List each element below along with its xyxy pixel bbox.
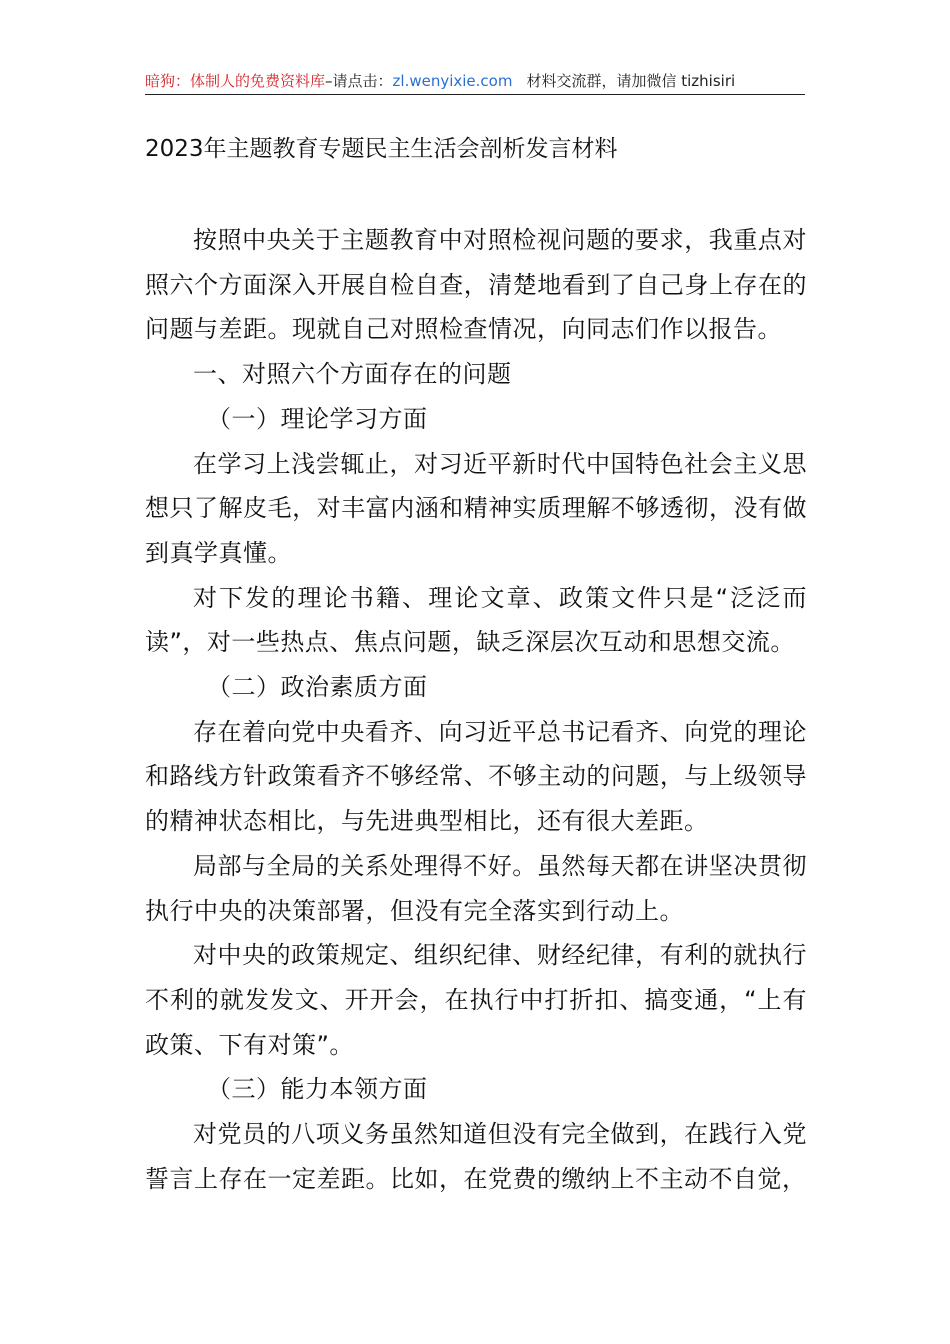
paragraph: 对党员的八项义务虽然知道但没有完全做到，在践行入党誓言上存在一定差距。比如，在党费的缴纳上不主动不自觉， (145, 1120, 807, 1193)
header-prompt: –请点击： (325, 72, 393, 90)
paragraph: 存在着向党中央看齐、向习近平总书记看齐、向党的理论和路线方针政策看齐不够经常、不够主动的问题，与上级领导的精神状态相比，与先进典型相比，还有很大差距。 (145, 717, 807, 836)
header-group-note: 材料交流群，请加微信 tizhisiri (526, 72, 736, 90)
paragraph: 对下发的理论书籍、理论文章、政策文件只是“泛泛而读”，对一些热点、焦点问题，缺乏深层次互动和思想交流。 (145, 583, 807, 657)
subsection-heading-ability: （三）能力本领方面 (207, 1075, 428, 1104)
subsection-heading-politics: （二）政治素质方面 (207, 673, 428, 702)
header-link[interactable]: zl.wenyixie.com (392, 72, 513, 90)
header-brand: 暗狗：体制人的免费资料库 (145, 72, 326, 90)
document-body (145, 218, 807, 1201)
section-heading-1: 一、对照六个方面存在的问题 (193, 360, 512, 389)
paragraph: 在学习上浅尝辄止，对习近平新时代中国特色社会主义思想只了解皮毛，对丰富内涵和精神实质理解不够透彻，没有做到真学真懂。 (145, 449, 807, 567)
document-title: 2023年主题教育专题民主生活会剖析发言材料 (145, 136, 618, 162)
paragraph: 局部与全局的关系处理得不好。虽然每天都在讲坚决贯彻执行中央的决策部署，但没有完全落实到行动上。 (145, 851, 807, 925)
page-header (145, 68, 805, 95)
paragraph-intro: 按照中央关于主题教育中对照检视问题的要求，我重点对照六个方面深入开展自检自查，清楚地看到了自己身上存在的问题与差距。现就自己对照检查情况，向同志们作以报告。 (145, 226, 807, 344)
subsection-heading-theory: （一）理论学习方面 (207, 404, 428, 433)
paragraph: 对中央的政策规定、组织纪律、财经纪律，有利的就执行不利的就发发文、开开会，在执行中打折扣、搞变通，“上有政策、下有对策”。 (145, 941, 807, 1059)
